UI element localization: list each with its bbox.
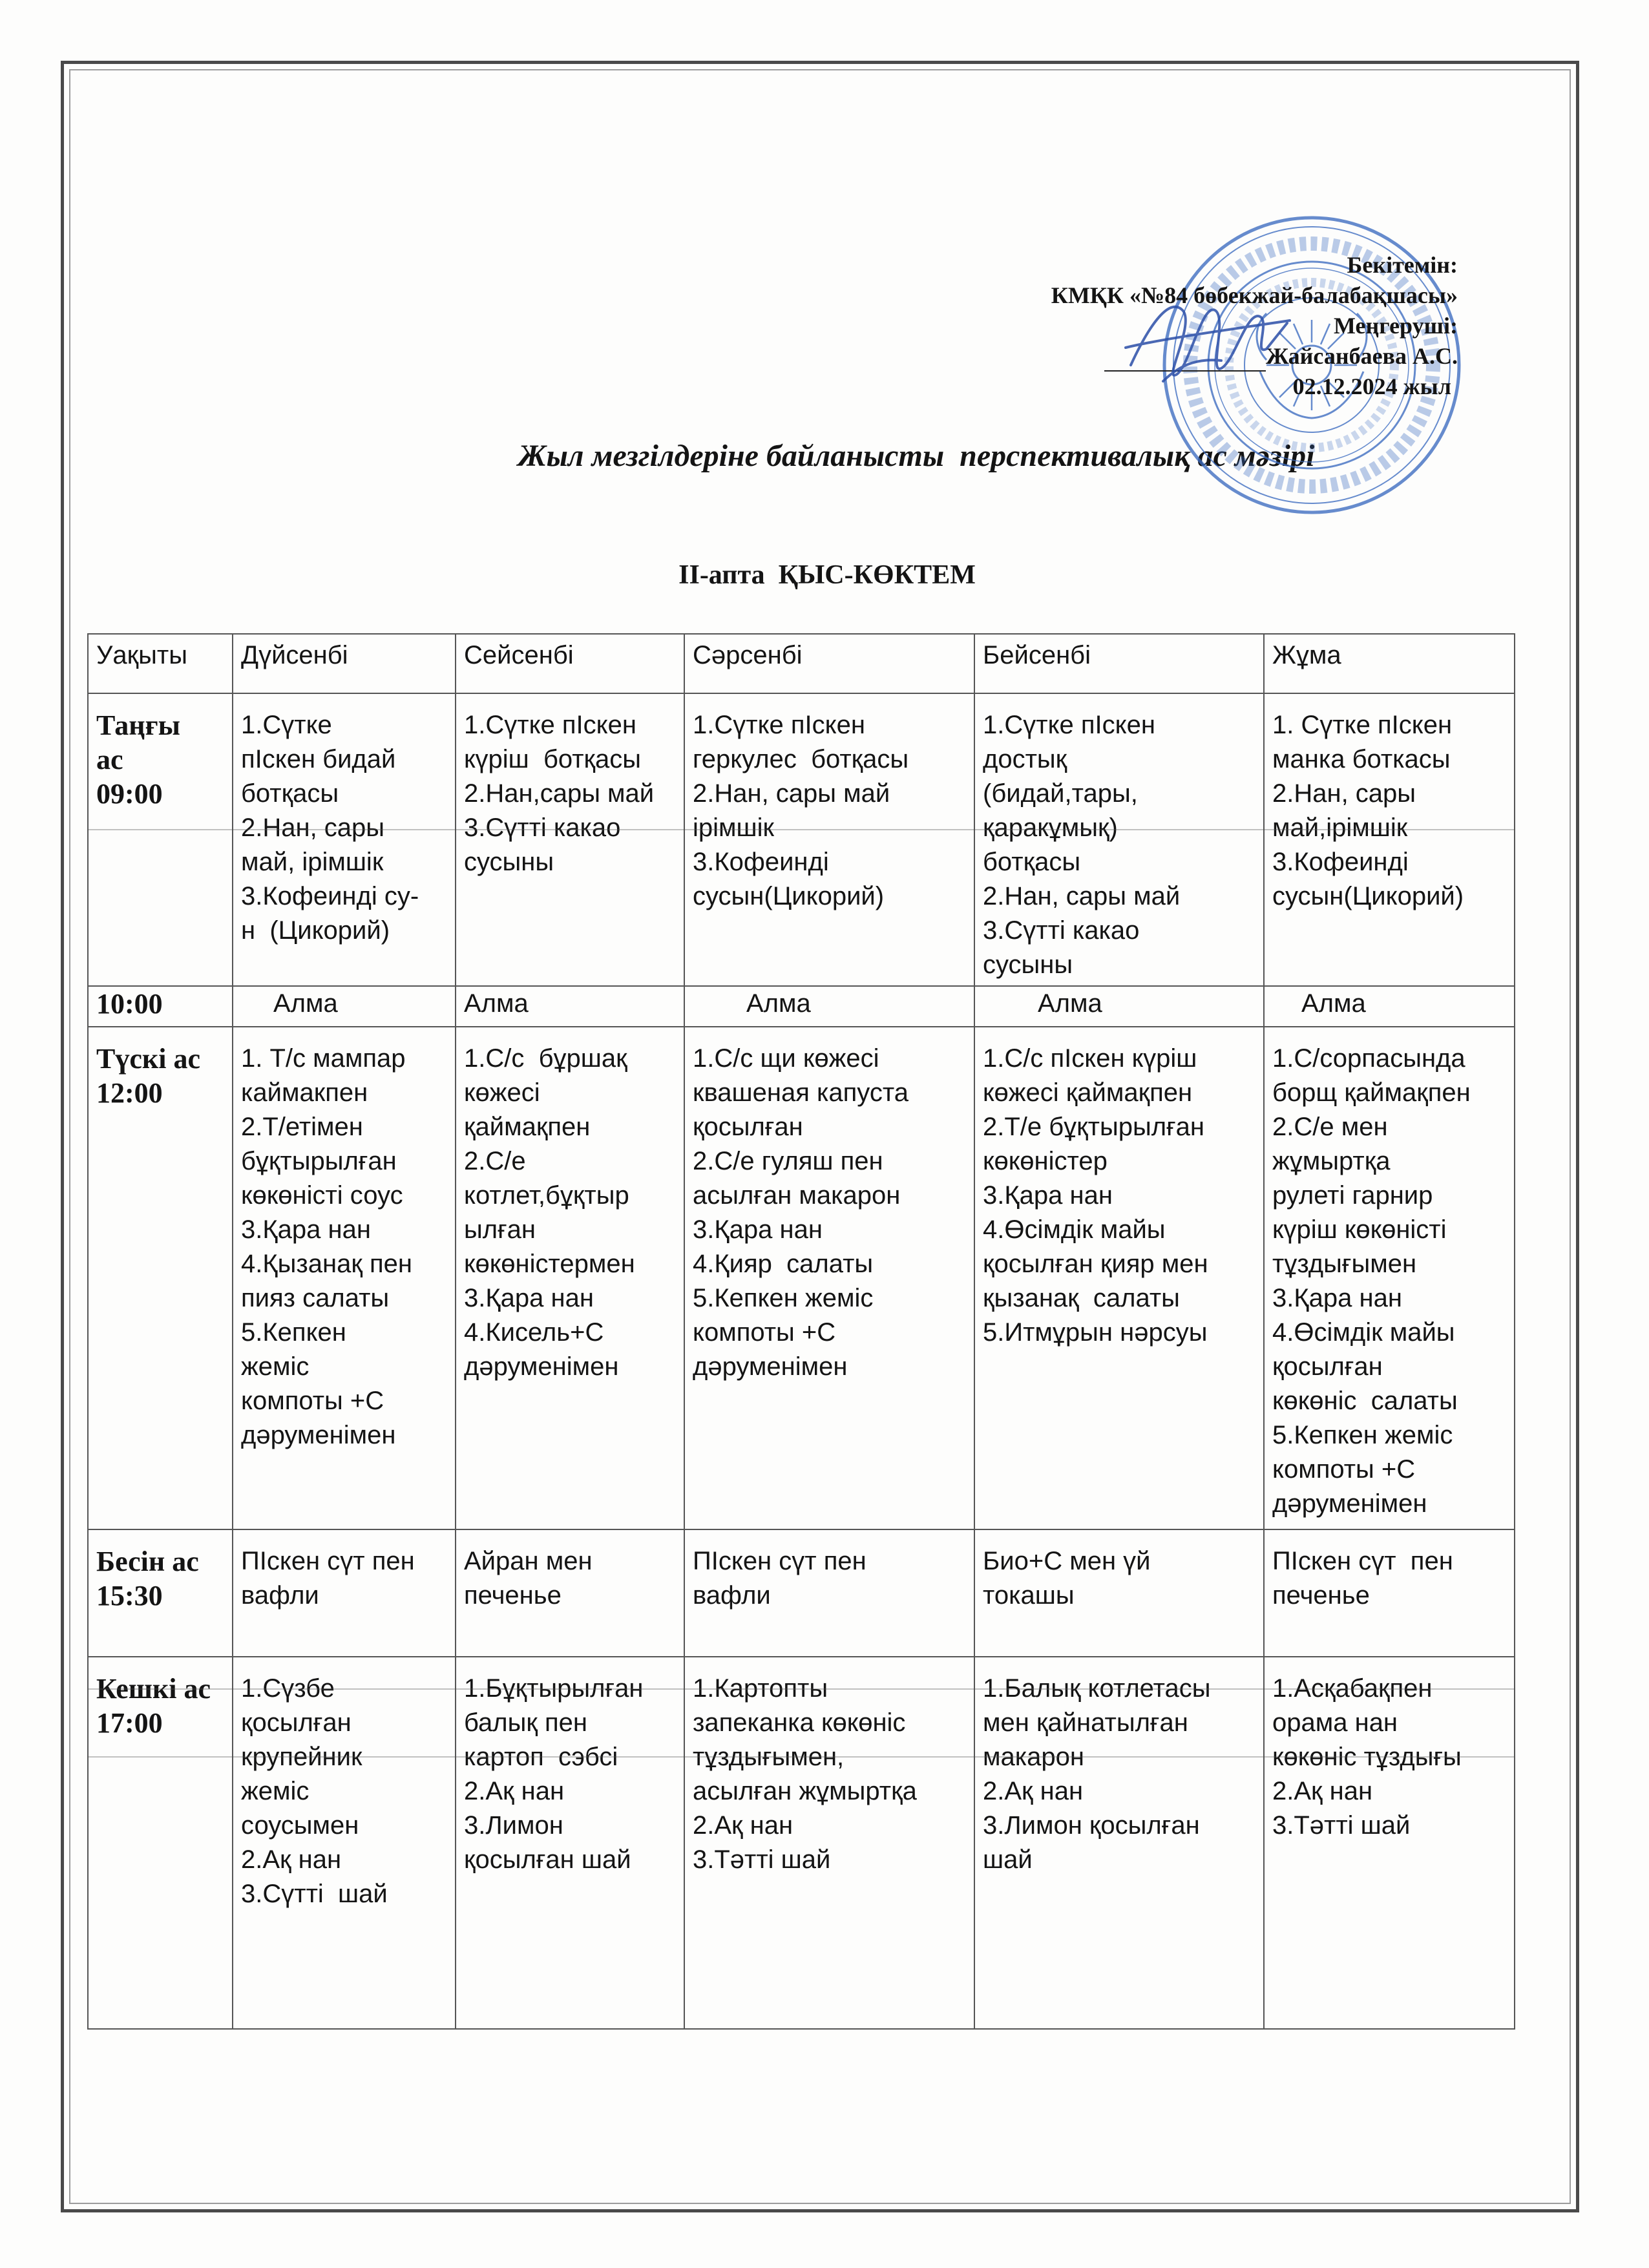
menu-item-line: ботқасы [241,779,339,808]
menu-cell-tuesday [456,1657,684,2029]
menu-item-line: н (Цикорий) [241,916,390,945]
menu-item-line: мен қайнатылған [983,1708,1188,1737]
menu-item-line: крупейник [241,1743,362,1771]
menu-item-line: Алма [1301,989,1366,1018]
menu-item-line: 2.С/е мен [1272,1113,1388,1141]
menu-item-line: Алма [464,989,529,1018]
day-column-header-tuesday: Сейсенбі [456,634,684,693]
menu-item-line: 1.С/с пІскен күріш [983,1044,1197,1073]
menu-cell-monday [233,1529,456,1657]
week-season-subtitle: ІІ-апта ҚЫС-КӨКТЕМ [678,560,976,590]
menu-item-line: 2.Нан, сары [241,814,385,842]
menu-item-line: токашы [983,1581,1075,1610]
menu-item-line: сусын(Цикорий) [1272,882,1464,910]
menu-item-line: тұздығымен, [693,1743,845,1771]
menu-item-line: ірімшік [693,814,774,842]
menu-item-line: 1.Сүтке пІскен [693,711,865,739]
menu-item-line: жеміс [241,1777,310,1805]
menu-item-line: 3.Қара нан [1272,1284,1402,1312]
menu-item-line: 1.Картопты [693,1674,828,1703]
day-column-header-monday: Дүйсенбі [233,634,456,693]
menu-cell-monday [233,1657,456,2029]
menu-item-line: 1. Т/с мампар [241,1044,406,1073]
menu-item-line: көкөніс тұздығы [1272,1743,1462,1771]
meal-time-line: 12:00 [96,1077,163,1109]
menu-item-line: көкөністермен [464,1250,635,1278]
menu-item-line: 5.Итмұрын нәрсуы [983,1318,1208,1347]
menu-item-line: Алма [746,989,811,1018]
menu-item-line: сусын(Цикорий) [693,882,885,910]
menu-cell-monday [233,693,456,986]
menu-item-line: макарон [983,1743,1084,1771]
menu-item-line: 1.Сүтке пІскен [983,711,1155,739]
menu-item-line: соусымен [241,1811,359,1840]
menu-item-line: 3.Тәтті шай [1272,1811,1411,1840]
meal-time-line: Кешкі ас [96,1673,211,1705]
menu-item-line: 2.Ақ нан [693,1811,793,1840]
meal-time-cell [88,1657,233,2029]
menu-item-line: май,ірімшік [1272,814,1408,842]
menu-cell-tuesday [456,986,684,1027]
menu-item-line: 1.С/с бұршақ [464,1044,627,1073]
approval-heading: Бекітемін: [1347,252,1458,278]
menu-item-line: (бидай,тары, [983,779,1138,808]
menu-item-line: 3.Қара нан [983,1181,1113,1210]
menu-cell-friday [1264,1027,1515,1529]
menu-item-line: 1.Бұқтырылған [464,1674,644,1703]
menu-item-line: 3.Лимон қосылған [983,1811,1200,1840]
lunch-row [88,1027,1515,1529]
afternoon-snack-row [88,1529,1515,1657]
menu-item-line: көкөністі соус [241,1181,403,1210]
menu-item-line: 2.С/е [464,1147,526,1175]
menu-item-line: бұқтырылған [241,1147,397,1175]
menu-item-line: 3.Қара нан [693,1215,823,1244]
handwritten-signature [1124,284,1292,394]
menu-item-line: печенье [464,1581,562,1610]
menu-item-line: 3.Тәтті шай [693,1845,831,1874]
menu-item-line: 2.Нан, сары [1272,779,1416,808]
scan-streak [87,1756,1514,1758]
menu-item-line: достық [983,745,1067,773]
meal-time-line: 10:00 [96,988,163,1020]
meal-time-line: ас [96,744,123,775]
menu-item-line: ботқасы [983,848,1081,876]
menu-item-line: 3.Кофеинді [693,848,829,876]
meal-time-line: 17:00 [96,1707,163,1739]
day-column-header-friday: Жұма [1264,634,1515,693]
fruit-snack-row [88,986,1515,1027]
menu-item-line: орама нан [1272,1708,1398,1737]
menu-cell-friday [1264,1529,1515,1657]
menu-item-line: 3.Кофеинді [1272,848,1409,876]
menu-item-line: 2.Ақ нан [983,1777,1084,1805]
menu-item-line: печенье [1272,1581,1370,1610]
menu-item-line: 2.Нан, сары май [983,882,1181,910]
menu-cell-thursday [974,1529,1264,1657]
menu-item-line: 3.Сүтті какао [983,916,1140,945]
menu-table-header [88,634,1515,693]
menu-item-line: 3.Лимон [464,1811,563,1840]
menu-item-line: ылған [464,1215,536,1244]
menu-item-line: каймакпен [241,1078,368,1107]
menu-item-line: компоты +С [693,1318,836,1347]
meal-time-cell [88,693,233,986]
menu-cell-friday [1264,1657,1515,2029]
menu-item-line: қаракұмық) [983,814,1118,842]
menu-item-line: 3.Сүтті какао [464,814,621,842]
menu-cell-wednesday [684,986,974,1027]
day-column-header-thursday: Бейсенбі [974,634,1264,693]
menu-item-line: 1.Сүтке пІскен [464,711,636,739]
menu-item-line: 1.С/сорпасында [1272,1044,1465,1073]
menu-item-line: қосылған қияр мен [983,1250,1208,1278]
approval-date: 02.12.2024 жыл [1292,373,1451,399]
menu-item-line: 4.Кисель+С [464,1318,604,1347]
menu-item-line: көжесі [464,1078,540,1107]
meal-time-cell [88,1027,233,1529]
menu-item-line: асылған макарон [693,1181,901,1210]
menu-item-line: дәруменімен [1272,1489,1427,1518]
menu-item-line: сусыны [983,950,1073,979]
menu-item-line: 2.Ақ нан [464,1777,565,1805]
meal-time-line: Таңғы [96,709,180,741]
menu-item-line: 4.Өсімдік майы [1272,1318,1455,1347]
meal-time-line: 15:30 [96,1580,163,1612]
menu-item-line: шай [983,1845,1033,1874]
menu-item-line: 3.Қара нан [241,1215,371,1244]
document-title: Жыл мезгілдеріне байланысты перспективалық ас мәзірі [518,439,1315,473]
menu-item-line: Алма [273,989,338,1018]
menu-item-line: күріш көкөністі [1272,1215,1447,1244]
menu-item-line: ПІскен сүт пен [1272,1547,1453,1575]
menu-cell-tuesday [456,1529,684,1657]
menu-item-line: котлет,бұқтыр [464,1181,629,1210]
menu-item-line: 4.Қияр салаты [693,1250,874,1278]
menu-table [87,633,1515,2030]
menu-item-line: 2.Нан, сары май [693,779,890,808]
menu-item-line: 4.Өсімдік майы [983,1215,1166,1244]
menu-cell-tuesday [456,1027,684,1529]
menu-item-line: 1.Сүтке [241,711,332,739]
scan-streak [87,1688,1514,1690]
menu-item-line: ПІскен сүт пен [241,1547,415,1575]
menu-cell-wednesday [684,1027,974,1529]
menu-table-body [88,693,1515,2029]
menu-cell-thursday [974,986,1264,1027]
menu-item-line: картоп сэбсі [464,1743,618,1771]
menu-item-line: 1. Сүтке пІскен [1272,711,1453,739]
director-name: Жайсанбаева А.С. [1265,343,1458,369]
menu-item-line: ПІскен сүт пен [693,1547,867,1575]
menu-cell-monday [233,1027,456,1529]
menu-item-line: май, ірімшік [241,848,384,876]
menu-item-line: қосылған [1272,1352,1383,1381]
scan-streak [87,829,1514,830]
menu-item-line: қызанақ салаты [983,1284,1180,1312]
menu-item-line: вафли [693,1581,771,1610]
menu-cell-friday [1264,693,1515,986]
menu-item-line: манка боткасы [1272,745,1451,773]
director-title: Меңгеруші: [1333,313,1458,339]
menu-item-line: 2.Ақ нан [241,1845,342,1874]
menu-item-line: қосылған [241,1708,352,1737]
menu-item-line: компоты +С [241,1387,384,1415]
menu-item-line: балық пен [464,1708,587,1737]
menu-item-line: компоты +С [1272,1455,1416,1484]
meal-time-cell [88,1529,233,1657]
day-column-header-wednesday: Сәрсенбі [684,634,974,693]
menu-cell-wednesday [684,1529,974,1657]
menu-item-line: геркулес ботқасы [693,745,909,773]
menu-item-line: 1.Сүзбе [241,1674,335,1703]
menu-item-line: 1.Асқабақпен [1272,1674,1433,1703]
menu-item-line: 5.Кепкен жеміс [1272,1421,1453,1449]
menu-item-line: борщ қаймақпен [1272,1078,1471,1107]
menu-item-line: 5.Кепкен [241,1318,346,1347]
menu-item-line: пІскен бидай [241,745,396,773]
menu-cell-friday [1264,986,1515,1027]
menu-item-line: күріш ботқасы [464,745,642,773]
menu-item-line: Айран мен [464,1547,593,1575]
menu-cell-thursday [974,1027,1264,1529]
menu-item-line: 5.Кепкен жеміс [693,1284,874,1312]
menu-item-line: қаймақпен [464,1113,591,1141]
menu-cell-wednesday [684,693,974,986]
menu-item-line: 2.Т/е бұқтырылған [983,1113,1205,1141]
menu-cell-tuesday [456,693,684,986]
menu-item-line: 3.Кофеинді су- [241,882,419,910]
menu-item-line: 4.Қызанақ пен [241,1250,412,1278]
menu-item-line: 2.Ақ нан [1272,1777,1373,1805]
meal-time-cell [88,986,233,1027]
menu-item-line: дәруменімен [693,1352,848,1381]
menu-item-line: жеміс [241,1352,310,1381]
meal-time-line: Бесін ас [96,1546,199,1577]
menu-item-line: пияз салаты [241,1284,390,1312]
menu-item-line: 2.С/е гуляш пен [693,1147,883,1175]
menu-item-line: Био+С мен үй [983,1547,1151,1575]
time-column-header: Уақыты [88,634,233,693]
menu-item-line: Алма [1038,989,1102,1018]
menu-cell-wednesday [684,1657,974,2029]
menu-item-line: дәруменімен [464,1352,619,1381]
menu-cell-thursday [974,693,1264,986]
menu-item-line: көкөніс салаты [1272,1387,1458,1415]
menu-item-line: тұздығымен [1272,1250,1417,1278]
dinner-row [88,1657,1515,2029]
menu-item-line: 1.С/с щи көжесі [693,1044,879,1073]
menu-item-line: көкөністер [983,1147,1108,1175]
menu-item-line: квашеная капуста [693,1078,909,1107]
meal-time-line: Түскі ас [96,1043,200,1075]
organization-name: КМҚК «№84 бөбекжай-балабақшасы» [1051,282,1458,308]
menu-item-line: рулеті гарнир [1272,1181,1433,1210]
menu-item-line: қосылған шай [464,1845,631,1874]
menu-item-line: 1.Балық котлетасы [983,1674,1211,1703]
menu-item-line: 2.Нан,сары май [464,779,655,808]
menu-item-line: запеканка көкөніс [693,1708,906,1737]
header-row [88,634,1515,693]
menu-item-line: сусыны [464,848,554,876]
breakfast-row [88,693,1515,986]
menu-item-line: асылған жұмыртқа [693,1777,917,1805]
menu-item-line: жұмыртқа [1272,1147,1391,1175]
menu-cell-monday [233,986,456,1027]
menu-item-line: дәруменімен [241,1421,396,1449]
menu-item-line: 3.Қара нан [464,1284,594,1312]
meal-time-line: 09:00 [96,778,163,810]
menu-item-line: көжесі қаймақпен [983,1078,1193,1107]
menu-item-line: қосылған [693,1113,803,1141]
menu-item-line: 3.Сүтті шай [241,1880,388,1908]
menu-cell-thursday [974,1657,1264,2029]
menu-item-line: вафли [241,1581,319,1610]
menu-item-line: 2.Т/етімен [241,1113,363,1141]
